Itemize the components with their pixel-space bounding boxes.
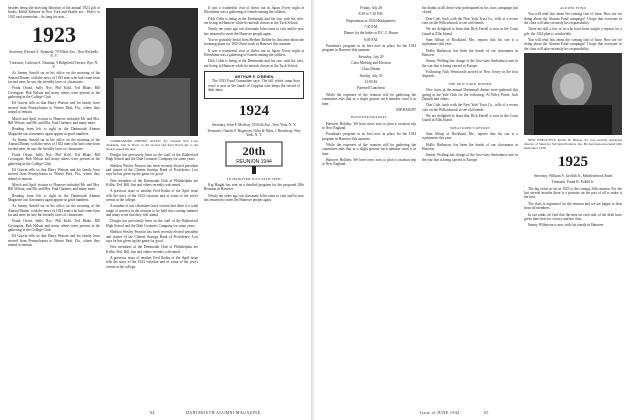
right-column-3 xyxy=(524,6,622,230)
reunion-sign-top: 20th xyxy=(242,143,266,158)
paragraph: Sam Allsop of Rockland, Me., reports that his son is a sophomore this year. xyxy=(422,38,518,47)
class-secretary-byline: Secretary, John F. Mcelroy, 50 Fifth Ave., New York, N. Y. xyxy=(211,122,297,127)
paragraph: Hollis Hathaway has been the hands of our classmates in Hanover. xyxy=(422,48,518,58)
paragraph: Sheldon Wesley Pearson has been recently elected president and trustee of the Clinton Savings Bank of Providence. Lou says he has given up the game for good. xyxy=(106,230,198,243)
paragraph: Ed Garvin tells us that Harry Watson and his family have moved from Pennsylvania to Winter Park, Fla., where they intend to remain. xyxy=(8,234,100,248)
paragraph: his thanks to all those who participated in his class campaign just closed. xyxy=(422,6,518,15)
paragraph: New members of the Dartmouth Club of Philadelphia are Kiffin, Ted, Bill, Jim and others recently welcomed. xyxy=(106,245,198,254)
left-column-3 xyxy=(204,6,304,204)
paragraph: It was a wonderful visit of theirs out in Japan. Every night at Hiroshima was a gathering of friends among the soldiers. xyxy=(204,6,304,15)
paragraph: In our ranks we find that the men on each side of the desk have given their best for victory and the class. xyxy=(524,212,622,221)
schedule-time: 8:30 to 7:30 P.M. xyxy=(358,12,384,17)
paragraph: You've probably heard from Herbert Rollier by this time about the booming plans for 1923 Fund work in Hanover this summer. xyxy=(204,38,304,47)
class-secretary-byline: Secretary, Edward A. Kennedy, 79 Elliott Ave., New Rochelle, N. Y. xyxy=(9,50,99,59)
paragraph: Pasadena's program at its best now in place for the 1924 program in Hanover this summer. xyxy=(322,132,416,141)
paragraph: Frank Oviatt, Sally Nye, Phil Kohl, Ted Blake, Bill Covington, Bob Nelson and many others were present at the gathering in the College Club. xyxy=(8,86,100,100)
paragraph: A previous issue of another Fred Rodin of the April issue tells the story of the 1923 vacation and of some of the year's events at the college. xyxy=(106,189,198,203)
paragraph: The big event so far in 1925 is the coming 20th reunion. For the last several months there is a promise on the part of all to make it the best. xyxy=(524,186,622,200)
magazine-title-footer: DARTMOUTH ALUMNI MAGAZINE xyxy=(186,410,261,415)
class-year-heading: 1924 xyxy=(239,102,269,119)
paragraph: While the expenses of the reunion will be gathering the committee asks that as a slight gesture each member send it in time. xyxy=(322,142,416,156)
paragraph: We are delighted to learn that Dick Farrell is now in the Coast Guard at Ellis Island. xyxy=(422,113,518,123)
reunion-heading: IN HANOVER JULY 26TH-28TH xyxy=(227,176,281,181)
left-page xyxy=(0,0,311,420)
reunion-sign-bottom: REUNION 1944 xyxy=(236,158,272,165)
paragraph: Ed Garvin tells us that Harry Watson and his family have moved from Pennsylvania to Winter Park, Fla., where they intend to remain. xyxy=(8,167,100,181)
obituary-name: ARTHUR F. O'BRIEN xyxy=(234,74,274,80)
paragraph: There are still a few of us who have been sought a request for a gift; the 1924 plan is worthwhile. xyxy=(524,27,622,36)
class-year-heading: 1923 xyxy=(32,22,76,48)
paragraph: While the expenses of the reunion will be gathering the committee asks that as a slight gesture each member send it in time. xyxy=(322,92,416,106)
schedule-day: Saturday, July 29 xyxy=(358,54,384,59)
page-number-right: 65 xyxy=(484,410,489,415)
schedule-day: Friday, July 28 xyxy=(360,6,382,10)
portrait-photo xyxy=(106,8,198,136)
paragraph: New members of the Dartmouth Club of Philadelphia are Kiffin, Ted, Bill, Jim and others recently welcomed. xyxy=(106,178,198,188)
section-heading: THE NEW YORK DINNER xyxy=(448,81,492,86)
paragraph: Dick Cobb is being at the Dartmouth and his son, with his wife, are living in Hanover while he attends classes at the Tuck School. xyxy=(204,16,304,26)
paragraph: The class is organized for the reunion and we are happy to hear from all members. xyxy=(524,201,622,211)
paragraph: Hanover Holiday: We have news now to plan a vacation trip to New England. xyxy=(322,121,416,130)
paragraph: Hanover Holiday: We have news now to plan a vacation trip to New England. xyxy=(322,157,416,167)
paragraph: Nearly ten years ago our classmate John came to visit and he now has returned to meet the Hanover people again. xyxy=(204,27,304,36)
paragraph: As Jimmy Arnold sat in his office on the morning of the Annual Dinner, with the news of 1923 men who had come from far and near, he saw the friendly faces of classmates. xyxy=(8,71,100,85)
paragraph: As Jimmy Arnold sat in his office on the morning of the Annual Dinner, with the news of 1923 men who had come from far and near, he saw the friendly faces of classmates. xyxy=(8,137,100,151)
schedule-day: Sunday, July 30 xyxy=(359,73,383,78)
schedule-time: 12:00 M. xyxy=(364,80,378,85)
left-column-2 xyxy=(106,6,198,271)
class-year-heading: 1925 xyxy=(558,154,588,171)
right-page xyxy=(316,0,628,420)
schedule-time: 7:30 P.M. xyxy=(364,25,378,30)
paragraph: Don Cole, back with the New York Trust Co., tells of a recent visit on the Willowbrook to see old friends. xyxy=(422,16,518,26)
paragraph: Frank Oviatt, Sally Nye, Phil Kohl, Ted Blake, Bill Covington, Bob Nelson and many others were present at the gathering in the College Club. xyxy=(8,219,100,233)
schedule-event: Class Dinner xyxy=(361,67,381,72)
paragraph: Frank Oviatt, Sally Nye, Phil Kohl, Ted Blake, Bill Covington, Bob Nelson and many others were present at the gathering in the College Club. xyxy=(8,152,100,166)
photo-caption: NEW EXECUTIVE Robert B. Bishop '25 was recently appointed director of Sales for Sylvania Products, Inc. He has been associated with them since 1936. xyxy=(524,138,622,151)
photo-caption: COMMANDER JOHNNY ALLEN '23, Seventh War Loan chairman, who is 'Navy' to the second and final Naval Air to aid always especially now. xyxy=(106,139,198,151)
issue-date-footer: Issue of JUNE 1944 xyxy=(420,410,460,415)
paragraph: Don Cole, back with the New York Trust Co., tells of a recent visit on the Willowbrook to see old friends. xyxy=(422,103,518,112)
section-heading: HANOVER HOLIDAY xyxy=(350,115,388,120)
schedule-time: 8:00 P.M. xyxy=(364,37,378,42)
paragraph: Jimmy Wilkerson is now with his family in Hanover. xyxy=(528,223,605,228)
reunion-sign-illustration xyxy=(204,140,304,174)
paragraph: March and April visitors to Hanover included Mr. and Mrs. Bill Wilson, and Mr. and Mrs. Paul Gardner, and many more. xyxy=(8,182,100,192)
section-heading: ALUMNI FUND xyxy=(559,6,587,10)
class-treasurer-byline: Treasurer, Carleton S. Neuman, 9 Ridgefield Terrace, Rye, N. Y. xyxy=(9,60,99,70)
intro-paragraph: besides being the directing librarian of the annual 1923 gift of books. Kiffin Kilmore in New York and Seattle are... Here's to 1923 said somewhat... So long for now— xyxy=(8,6,100,19)
paragraph: March and April visitors to Hanover included Mr. and Mrs. Bill Wilson, and Mr. and Mrs. Paul Gardner, and many more. xyxy=(8,116,100,125)
paragraph: Ed Garvin tells us that Harry Watson and his family have moved from Pennsylvania to Winter Park, Fla., where they intend to remain. xyxy=(8,101,100,115)
paragraph: It was a wonderful visit of theirs out in Japan. Every night at Hiroshima was a gathering of friends among the soldiers. xyxy=(204,48,304,58)
paragraph: We are delighted to learn that Dick Farrell is now in the Coast Guard at Ellis Island. xyxy=(422,27,518,36)
paragraph: Jimmy Wolfing has charge of the first-class Ambulance unit in the war that is being carried to Europe. xyxy=(422,59,518,68)
paragraph: Dick Cobb is being at the Dartmouth and his son, with his wife, are living in Hanover while he attends classes at the Tuck School. xyxy=(204,59,304,68)
signature: KIP HAIGHT xyxy=(396,107,416,112)
paragraph: A number of our classmates have written that there is a wide range of interest in the reunion to be held this coming summer and many write that they will attend. xyxy=(106,204,198,218)
paragraph: A previous issue of another Fred Rodin of the April issue tells the story of the 1923 vacation and of some of the year's events at the college. xyxy=(106,255,198,269)
paragraph: Dwight has previously been on the staff of the Rutherford High School and the Dale Cosmetic Company for some years. xyxy=(106,153,198,162)
class-treasurer-byline: Treasurer, Charles F. Rogerson, Niles & Niles, 1 Broadway, New York, N. Y. xyxy=(207,128,301,138)
page-number-left: 64 xyxy=(150,410,155,415)
paragraph: You will read this about the coming first of June. How are we doing about the Alumni Fund campaign? I hope that everyone in the class will take seriously his responsibility. xyxy=(524,38,622,51)
schedule-event: Class Meeting and Election xyxy=(351,61,391,66)
class-treasurer-byline: Treasurer, Frank B. Fifield Jr. xyxy=(551,180,595,185)
paragraph: Dwight has previously been on the staff of the Rutherford High School and the Dale Cosmetic Company for some years. xyxy=(106,219,198,228)
schedule-event: Registration at 1924 Headquarters xyxy=(346,18,396,23)
class-secretary-byline: Secretary, William A. Griffith Jr., Meadowbrook Road xyxy=(533,174,613,179)
paragraph: Pasadena's program at its best now in place for the 1924 program in Hanover this summer. xyxy=(322,44,416,53)
portrait-photo xyxy=(524,53,622,135)
paragraph: Sam Allsop of Rockland, Me., reports that his son is a sophomore this year. xyxy=(422,131,518,141)
section-heading: TREASURER'S REPORT xyxy=(449,125,491,130)
paragraph: You will read this about the coming first of June. How are we doing about the Alumni Fund campaign? I hope that everyone in the class will take seriously his responsibility. xyxy=(524,12,622,26)
paragraph: Nearly ten years ago our classmate John came to visit and he now has returned to meet the Hanover people again. xyxy=(204,193,304,202)
paragraph: Kip Haight has sent us a detailed program for the proposed 20th Reunion in Hanover. xyxy=(204,182,304,192)
paragraph: Jimmy Wolfing has charge of the first-class Ambulance unit in the war that is being carried to Europe. xyxy=(422,153,518,162)
schedule-event: Dinner for the ladies at D.C.C. House xyxy=(343,31,399,36)
right-column-2 xyxy=(422,6,518,164)
schedule-event: Farewell Luncheon xyxy=(357,86,385,91)
paragraph: Reading from left to right in the Dartmouth Alumni Magazine our classmates again appear in good numbers. xyxy=(8,127,100,136)
obituary-text: The 1923 Fund Committee says: The bill which came their word is now in the hands of Coppola who keeps the record of their fame. xyxy=(208,79,300,93)
paragraph: Hollis Hathaway has been the hands of our classmates in Hanover. xyxy=(422,142,518,151)
left-column-1 xyxy=(8,6,100,249)
paragraph: Following Nick Wentworth arrived in New Jersey in the first dispatch. xyxy=(422,70,518,79)
paragraph: As Jimmy Arnold sat in his office on the morning of the Annual Dinner, with the news of 1923 men who had come from far and near, he saw the friendly faces of classmates. xyxy=(8,204,100,218)
right-column-1 xyxy=(322,6,416,169)
paragraph: Sheldon Wesley Pearson has been recently elected president and trustee of the Clinton Savings Bank of Providence. Lou says he has given up the game for good. xyxy=(106,163,198,177)
paragraph: New faces at the annual Dartmouth dinner were gathered this spring at the Yale Club for the following: Al Wiley Finch, Jack Daniels and others. xyxy=(422,88,518,101)
paragraph: Reading from left to right in the Dartmouth Alumni Magazine our classmates again appear in good numbers. xyxy=(8,193,100,202)
obituary-box xyxy=(204,71,304,98)
